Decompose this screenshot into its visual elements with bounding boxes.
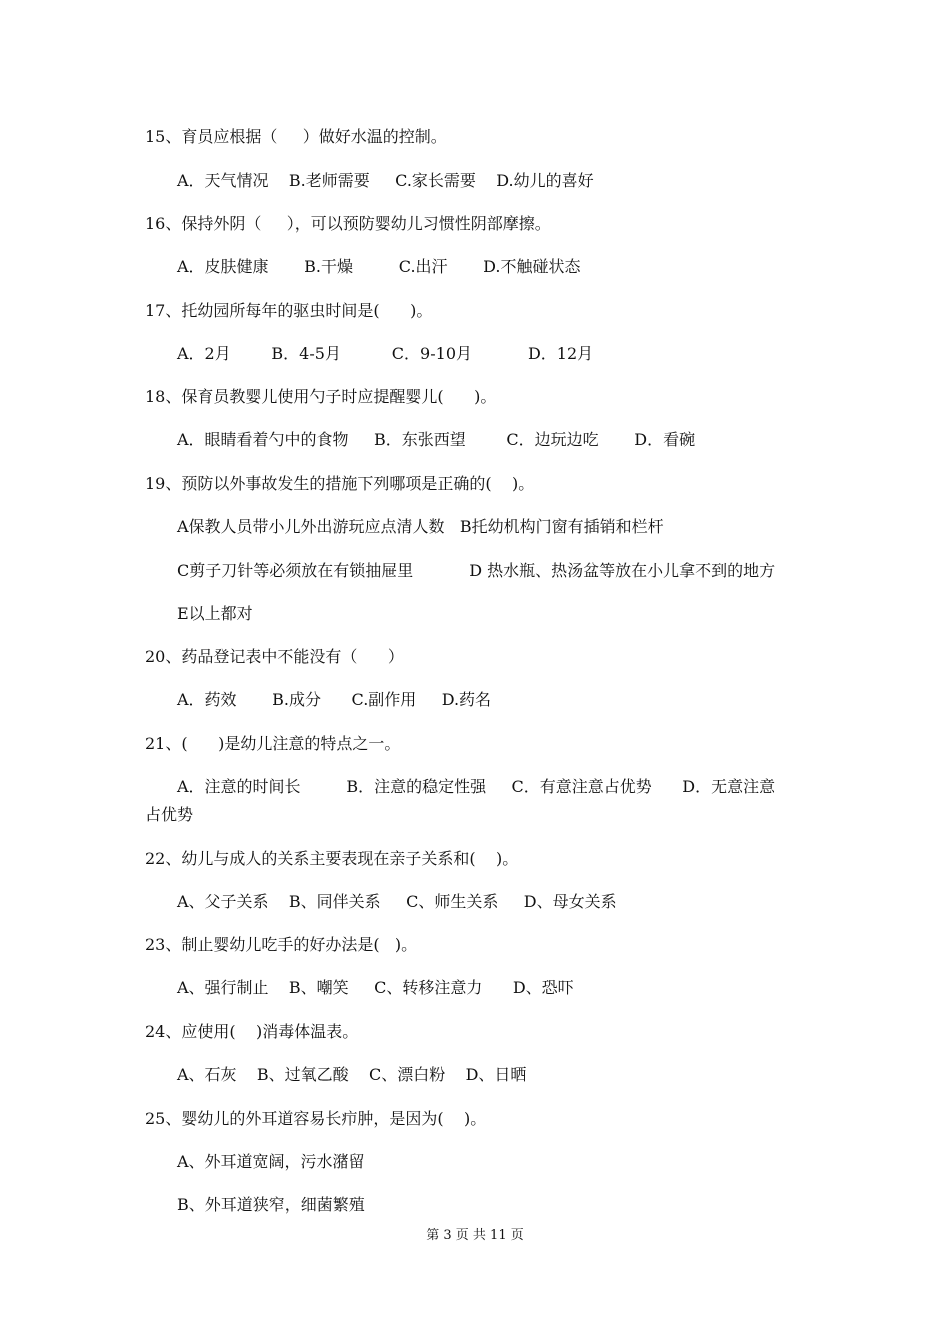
question-19: 19、预防以外事故发生的措施下列哪项是正确的( )。 — [145, 474, 535, 493]
question-23: 23、制止婴幼儿吃手的好办法是( )。 — [145, 935, 418, 954]
question-21: 21、( )是幼儿注意的特点之一。 — [145, 734, 401, 753]
question-17-options: A．2月 B．4-5月 C．9-10月 D．12月 — [177, 344, 594, 363]
question-25-option-a: A、外耳道宽阔，污水潴留 — [177, 1152, 365, 1171]
question-15: 15、育员应根据（ ）做好水温的控制。 — [145, 127, 447, 146]
question-25-option-b: B、外耳道狭窄，细菌繁殖 — [177, 1195, 365, 1214]
question-25: 25、婴幼儿的外耳道容易长疖肿，是因为( )。 — [145, 1109, 487, 1128]
question-19-option-cd: C剪子刀针等必须放在有锁抽屉里 D 热水瓶、热汤盆等放在小儿拿不到的地方 — [177, 561, 776, 580]
question-19-option-e: E以上都对 — [177, 604, 253, 623]
question-16-options: A．皮肤健康 B.干燥 C.出汗 D.不触碰状态 — [177, 257, 581, 276]
question-19-option-ab: A保教人员带小儿外出游玩应点清人数 B托幼机构门窗有插销和栏杆 — [177, 517, 664, 536]
question-22: 22、幼儿与成人的关系主要表现在亲子关系和( )。 — [145, 849, 519, 868]
page-footer: 第 3 页 共 11 页 — [426, 1228, 524, 1243]
question-18: 18、保育员教婴儿使用勺子时应提醒婴儿( )。 — [145, 387, 497, 406]
question-23-options: A、强行制止 B、嘲笑 C、转移注意力 D、恐吓 — [177, 978, 574, 997]
question-24: 24、应使用( )消毒体温表。 — [145, 1022, 359, 1041]
question-20: 20、药品登记表中不能没有（ ） — [145, 647, 404, 666]
question-18-options: A．眼睛看着勺中的食物 B．东张西望 C．边玩边吃 D．看碗 — [177, 430, 696, 449]
question-15-options: A．天气情况 B.老师需要 C.家长需要 D.幼儿的喜好 — [177, 171, 594, 190]
question-22-options: A、父子关系 B、同伴关系 C、师生关系 D、母女关系 — [177, 892, 617, 911]
question-21-options-continued: 占优势 — [145, 805, 194, 824]
question-20-options: A．药效 B.成分 C.副作用 D.药名 — [177, 690, 492, 709]
question-17: 17、托幼园所每年的驱虫时间是( )。 — [145, 301, 433, 320]
question-16: 16、保持外阴（ ），可以预防婴幼儿习惯性阴部摩擦。 — [145, 214, 551, 233]
question-21-options: A．注意的时间长 B．注意的稳定性强 C．有意注意占优势 D．无意注意 — [177, 777, 776, 796]
question-24-options: A、石灰 B、过氧乙酸 C、漂白粉 D、日晒 — [177, 1065, 527, 1084]
